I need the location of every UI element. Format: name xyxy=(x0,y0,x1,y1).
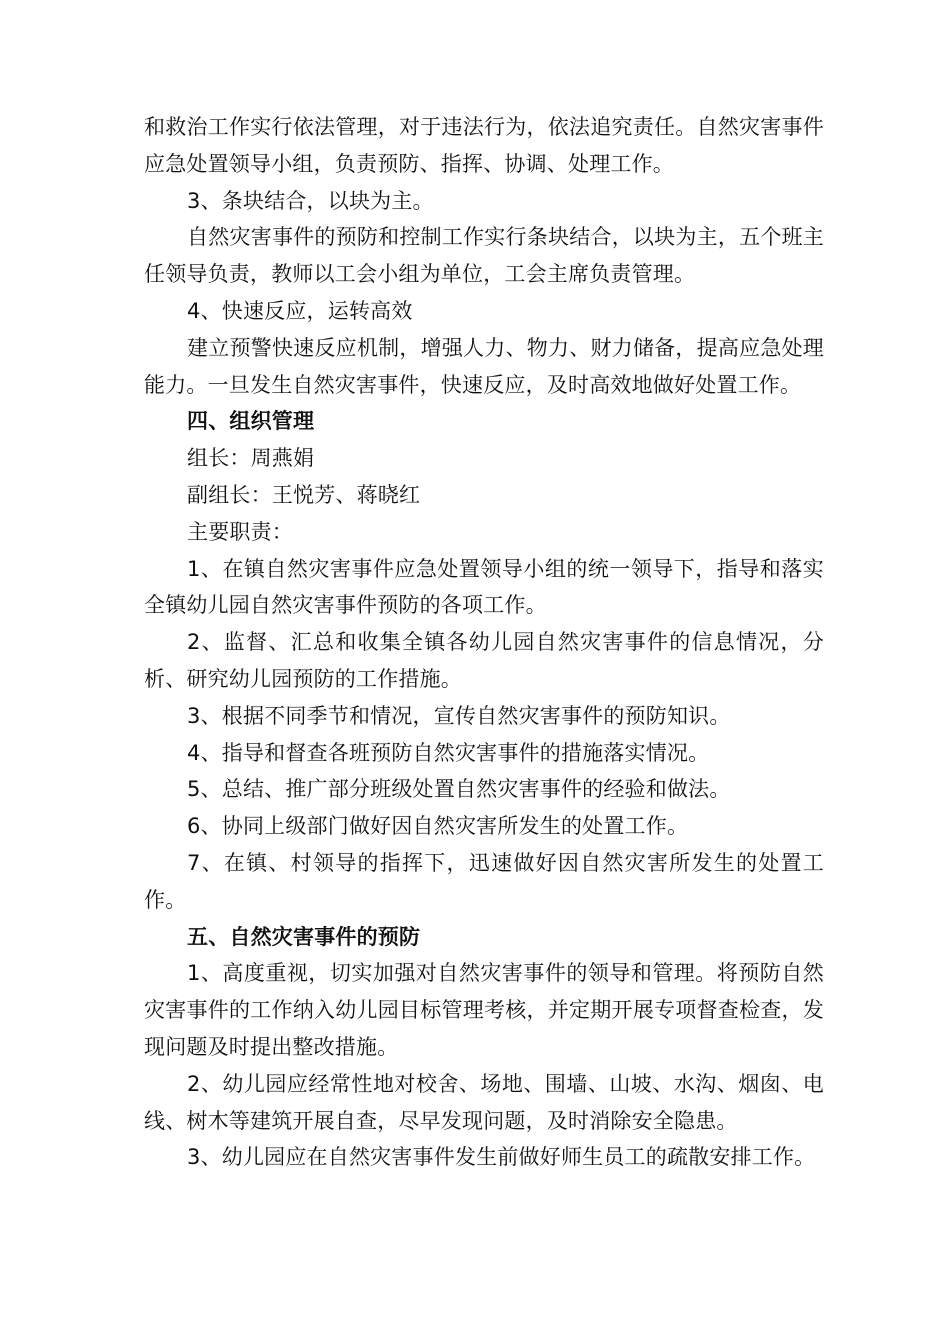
paragraph-continuation: 和救治工作实行依法管理，对于违法行为，依法追究责任。自然灾害事件应急处置领导小组，负责预防、指挥、协调、处理工作。 xyxy=(144,115,824,176)
prevention-item: 3、幼儿园应在自然灾害事件发生前做好师生员工的疏散安排工作。 xyxy=(187,1145,816,1170)
duty-item: 3、根据不同季节和情况，宣传自然灾害事件的预防知识。 xyxy=(187,703,731,728)
section-heading-prevention: 五、自然灾害事件的预防 xyxy=(187,924,421,949)
duty-item: 1、在镇自然灾害事件应急处置领导小组的统一领导下，指导和落实全镇幼儿园自然灾害事件预防的各项工作。 xyxy=(144,556,824,618)
duty-item: 5、总结、推广部分班级处置自然灾害事件的经验和做法。 xyxy=(187,777,731,802)
duty-item: 4、指导和督查各班预防自然灾害事件的措施落实情况。 xyxy=(187,740,710,765)
principle-4-title: 4、快速反应，运转高效 xyxy=(187,298,413,323)
deputy-leaders: 副组长：王悦芳、蒋晓红 xyxy=(187,482,421,507)
principle-4-body: 建立预警快速反应机制，增强人力、物力、财力储备，提高应急处理能力。一旦发生自然灾害事件，快速反应，及时高效地做好处置工作。 xyxy=(144,335,824,397)
duties-label: 主要职责： xyxy=(187,519,293,544)
duty-item: 7、在镇、村领导的指挥下，迅速做好因自然灾害所发生的处置工作。 xyxy=(144,850,824,912)
principle-3-title: 3、条块结合，以块为主。 xyxy=(187,188,434,213)
principle-3-body: 自然灾害事件的预防和控制工作实行条块结合，以块为主，五个班主任领导负责，教师以工会小组为单位，工会主席负责管理。 xyxy=(144,225,824,287)
team-leader: 组长：周燕娟 xyxy=(187,446,315,471)
duty-item: 6、协同上级部门做好因自然灾害所发生的处置工作。 xyxy=(187,814,689,839)
document-body xyxy=(144,109,824,1176)
prevention-item: 2、幼儿园应经常性地对校舍、场地、围墙、山坡、水沟、烟囱、电线、树木等建筑开展自查，尽早发现问题，及时消除安全隐患。 xyxy=(144,1071,824,1133)
duty-item: 2、监督、汇总和收集全镇各幼儿园自然灾害事件的信息情况，分析、研究幼儿园预防的工作措施。 xyxy=(144,630,824,691)
prevention-item: 1、高度重视，切实加强对自然灾害事件的领导和管理。将预防自然灾害事件的工作纳入幼儿园目标管理考核，并定期开展专项督查检查，发现问题及时提出整改措施。 xyxy=(144,961,824,1059)
section-heading-organization: 四、组织管理 xyxy=(187,409,315,434)
